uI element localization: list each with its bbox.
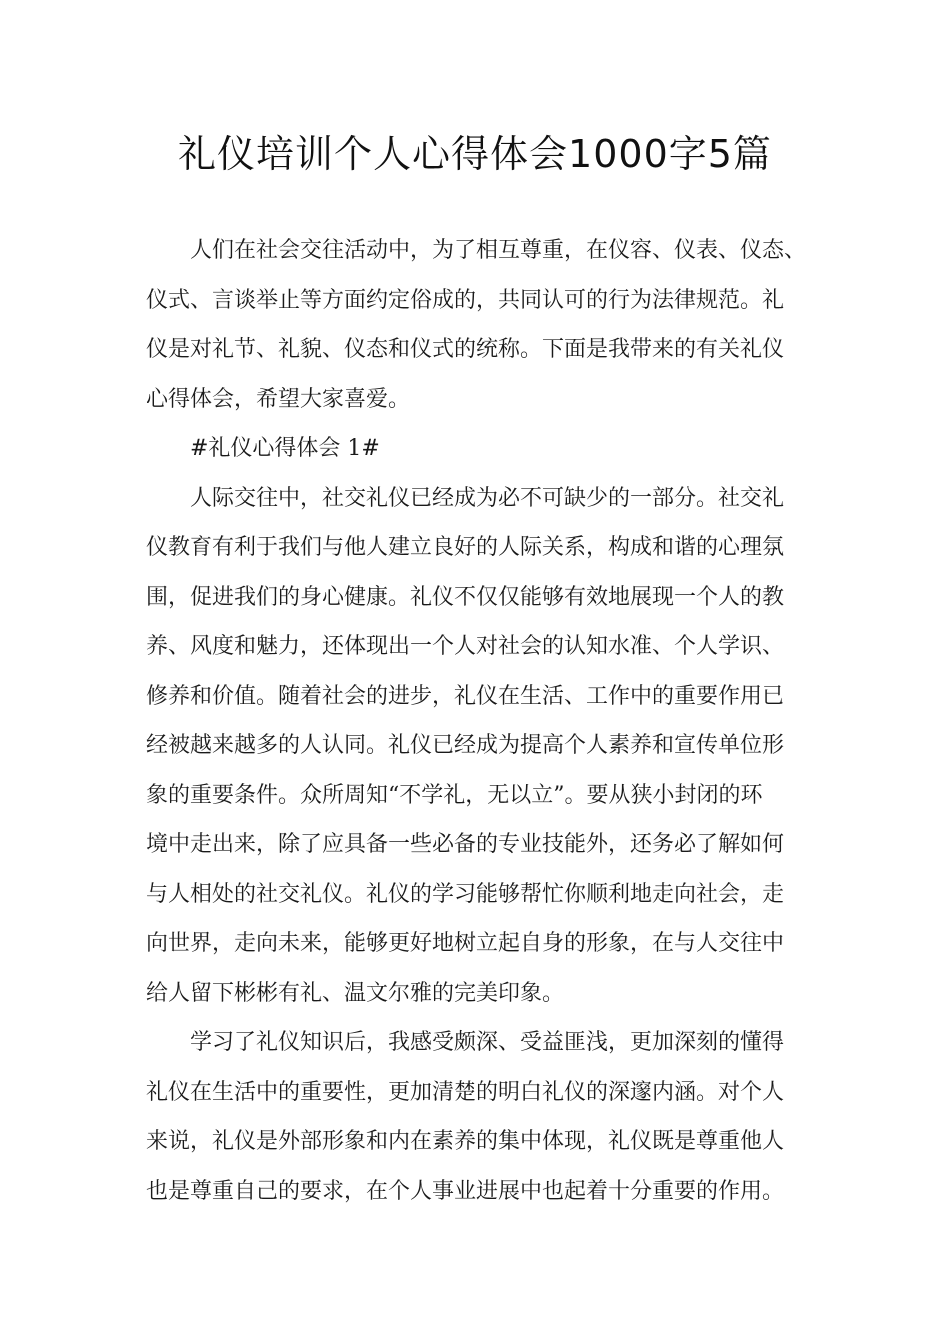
text-line: #礼仪心得体会 1# <box>190 436 380 461</box>
text-line: 人际交往中，社交礼仪已经成为必不可缺少的一部分。社交礼 <box>190 485 785 511</box>
document-title: 礼仪培训个人心得体会1000字5篇 <box>178 132 772 176</box>
paragraph-section-1 <box>146 474 826 1019</box>
text-line: 心得体会，希望大家喜爱。 <box>146 386 411 412</box>
text-line: 学习了礼仪知识后，我感受颇深、受益匪浅，更加深刻的懂得 <box>190 1030 785 1055</box>
text-line: 象的重要条件。众所周知“不学礼，无以立”。要从狭小封闭的环 <box>146 782 763 808</box>
document-body <box>146 226 826 1216</box>
text-line: 也是尊重自己的要求，在个人事业进展中也起着十分重要的作用。 <box>146 1178 785 1204</box>
text-line: 修养和价值。随着社会的进步，礼仪在生活、工作中的重要作用已 <box>146 683 785 709</box>
text-line: 与人相处的社交礼仪。礼仪的学习能够帮忙你顺利地走向社会，走 <box>146 881 785 907</box>
paragraph-intro <box>146 226 826 424</box>
text-line: 人们在社会交往活动中，为了相互尊重，在仪容、仪表、仪态、 <box>190 238 807 263</box>
text-line: 向世界，走向未来，能够更好地树立起自身的形象，在与人交往中 <box>146 931 785 956</box>
text-line: 境中走出来，除了应具备一些必备的专业技能外，还务必了解如何 <box>146 832 785 857</box>
section-heading <box>146 424 826 474</box>
text-line: 仪式、言谈举止等方面约定俗成的，共同认可的行为法律规范。礼 <box>146 287 785 313</box>
text-line: 礼仪在生活中的重要性，更加清楚的明白礼仪的深邃内涵。对个人 <box>146 1079 785 1105</box>
text-line: 养、风度和魅力，还体现出一个人对社会的认知水准、个人学识、 <box>146 634 785 659</box>
text-line: 仪教育有利于我们与他人建立良好的人际关系，构成和谐的心理氛 <box>146 535 785 560</box>
text-line: 围，促进我们的身心健康。礼仪不仅仅能够有效地展现一个人的教 <box>146 584 785 610</box>
text-line: 来说，礼仪是外部形象和内在素养的集中体现，礼仪既是尊重他人 <box>146 1129 785 1154</box>
text-line: 仪是对礼节、礼貌、仪态和仪式的统称。下面是我带来的有关礼仪 <box>146 337 785 362</box>
paragraph-reflection <box>146 1018 826 1216</box>
text-line: 给人留下彬彬有礼、温文尔雅的完美印象。 <box>146 980 565 1006</box>
text-line: 经被越来越多的人认同。礼仪已经成为提高个人素养和宣传单位形 <box>146 733 785 758</box>
